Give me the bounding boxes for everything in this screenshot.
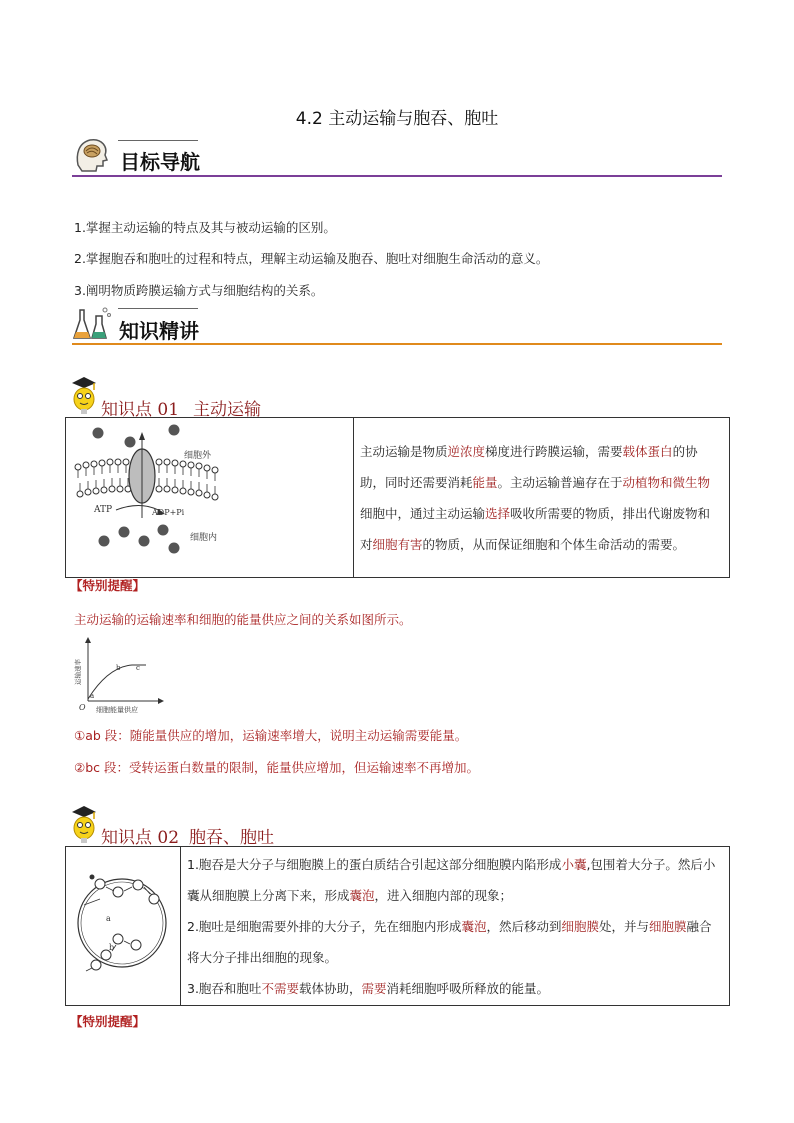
text-segment: 。主动运输普遍存在于 bbox=[497, 474, 623, 490]
kp1-number: 知识点 01 bbox=[101, 400, 180, 420]
mascot-icon bbox=[70, 804, 98, 844]
label-a: a bbox=[106, 914, 111, 923]
particle bbox=[139, 536, 150, 547]
text-segment: 吸收所需要的物质，排出代谢废物和对 bbox=[360, 505, 711, 552]
highlight-term: 囊泡 bbox=[461, 918, 487, 934]
graph-xlabel: 细胞能量供应 bbox=[96, 706, 138, 714]
kp2-text-cell bbox=[181, 847, 730, 1006]
particle bbox=[125, 437, 136, 448]
kp1-intro: 主动运输的运输速率和细胞的能量供应之间的关系如图所示。 bbox=[74, 612, 412, 627]
text-segment: 2.胞吐是细胞需要外排的大分子，先在细胞内形成 bbox=[187, 918, 462, 934]
highlight-term: 逆浓度 bbox=[447, 443, 486, 459]
kp1-description bbox=[360, 436, 721, 560]
highlight-term: 选择 bbox=[485, 505, 511, 521]
vesicle bbox=[91, 960, 101, 970]
vesicle bbox=[131, 940, 141, 950]
text-segment: 梯度进行跨膜运输，需要 bbox=[485, 443, 623, 459]
text-segment: 处，并与 bbox=[598, 918, 649, 934]
membrane-diagram bbox=[66, 418, 353, 573]
highlight-term: 细胞有害 bbox=[372, 536, 423, 552]
graph-origin: O bbox=[79, 703, 86, 712]
goal-top-rule bbox=[118, 140, 198, 141]
goal-divider bbox=[72, 175, 722, 177]
vesicle bbox=[149, 894, 159, 904]
graph-point-b: b bbox=[116, 664, 121, 672]
kp2-remind: 【特别提醒】 bbox=[70, 1014, 146, 1029]
label-inside: 细胞内 bbox=[190, 533, 218, 543]
kp1-remind: 【特别提醒】 bbox=[70, 578, 146, 593]
highlight-term: 能量 bbox=[472, 474, 498, 490]
particle bbox=[169, 425, 180, 436]
text-segment: 融合将大分子排出细胞的现象。 bbox=[187, 918, 712, 965]
kp1-name: 主动运输 bbox=[193, 400, 262, 420]
kp1-table bbox=[65, 417, 730, 578]
text-segment: ，进入细胞内部的现象； bbox=[374, 887, 513, 903]
text-segment: 主动运输是物质 bbox=[360, 443, 448, 459]
flask-icon bbox=[72, 306, 112, 342]
particle bbox=[169, 543, 180, 554]
highlight-term: 不需要 bbox=[261, 980, 299, 996]
text-segment: ,包围着大分子。然后小囊从细胞膜上分离下来，形成 bbox=[187, 856, 716, 903]
highlight-term: 动植物和微生物 bbox=[622, 474, 711, 490]
label-atp: ATP bbox=[94, 505, 113, 515]
vesicle bbox=[133, 880, 143, 890]
particle bbox=[158, 525, 169, 536]
label-outside: 细胞外 bbox=[184, 451, 212, 461]
vesicle bbox=[113, 887, 123, 897]
text-segment: 消耗细胞呼吸所释放的能量。 bbox=[386, 980, 549, 996]
highlight-term: 载体蛋白 bbox=[622, 443, 673, 459]
particle bbox=[119, 527, 130, 538]
text-segment: 1.胞吞是大分子与细胞膜上的蛋白质结合引起这部分细胞膜内陷形成 bbox=[187, 856, 562, 872]
section-goal-title: 目标导航 bbox=[120, 150, 200, 174]
highlight-term: 囊泡 bbox=[349, 887, 375, 903]
text-segment: 的协助，同时还需要消耗 bbox=[360, 443, 698, 490]
text-segment: 3.胞吞和胞吐 bbox=[187, 980, 262, 996]
highlight-term: 细胞膜 bbox=[649, 918, 687, 934]
vesicle bbox=[95, 879, 105, 889]
page-title: 4.2 主动运输与胞吞、胞吐 bbox=[295, 109, 499, 129]
section-knowledge-title: 知识精讲 bbox=[119, 319, 199, 343]
mascot-icon bbox=[70, 375, 98, 415]
highlight-term: 需要 bbox=[361, 980, 387, 996]
graph-point-a: a bbox=[90, 692, 95, 700]
kp2-figure-cell bbox=[66, 847, 181, 1006]
rate-energy-graph bbox=[74, 635, 174, 715]
kp2-table bbox=[65, 846, 730, 1006]
endocytosis-diagram bbox=[66, 847, 180, 1001]
text-segment: 载体协助， bbox=[298, 980, 362, 996]
knowledge-top-rule bbox=[118, 308, 198, 309]
highlight-term: 细胞膜 bbox=[561, 918, 599, 934]
kp2-name: 胞吞、胞吐 bbox=[189, 828, 275, 848]
objective-2: 2.掌握胞吞和胞吐的过程和特点，理解主动运输及胞吞、胞吐对细胞生命活动的意义。 bbox=[74, 251, 549, 266]
kp1-text-cell bbox=[354, 418, 730, 578]
kp1-figure-cell bbox=[66, 418, 354, 578]
kp2-number: 知识点 02 bbox=[101, 828, 180, 848]
label-adp: ADP+Pi bbox=[152, 508, 185, 517]
graph-point-c: c bbox=[136, 664, 140, 672]
vesicle bbox=[90, 875, 95, 880]
kp1-point-2: ②bc 段：受转运蛋白数量的限制，能量供应增加，但运输速率不再增加。 bbox=[74, 760, 479, 775]
objective-1: 1.掌握主动运输的特点及其与被动运输的区别。 bbox=[74, 220, 336, 235]
label-b: b bbox=[109, 943, 115, 952]
text-segment: ，然后移动到 bbox=[486, 918, 562, 934]
brain-head-icon bbox=[72, 135, 110, 173]
text-segment: 的物质，从而保证细胞和个体生命活动的需要。 bbox=[422, 536, 686, 552]
particle bbox=[99, 536, 110, 547]
objective-3: 3.阐明物质跨膜运输方式与细胞结构的关系。 bbox=[74, 283, 324, 298]
particle bbox=[93, 428, 104, 439]
graph-ylabel: 运输速率 bbox=[74, 659, 82, 685]
kp2-line-1 bbox=[187, 849, 723, 911]
kp2-line-2 bbox=[187, 911, 723, 973]
kp1-point-1: ①ab 段：随能量供应的增加，运输速率增大，说明主动运输需要能量。 bbox=[74, 728, 468, 743]
text-segment: 细胞中，通过主动运输 bbox=[360, 505, 486, 521]
vesicle bbox=[113, 934, 123, 944]
kp2-line-3 bbox=[187, 973, 723, 1004]
kp2-heading bbox=[101, 823, 274, 848]
knowledge-divider bbox=[72, 343, 722, 345]
highlight-term: 小囊 bbox=[561, 856, 587, 872]
